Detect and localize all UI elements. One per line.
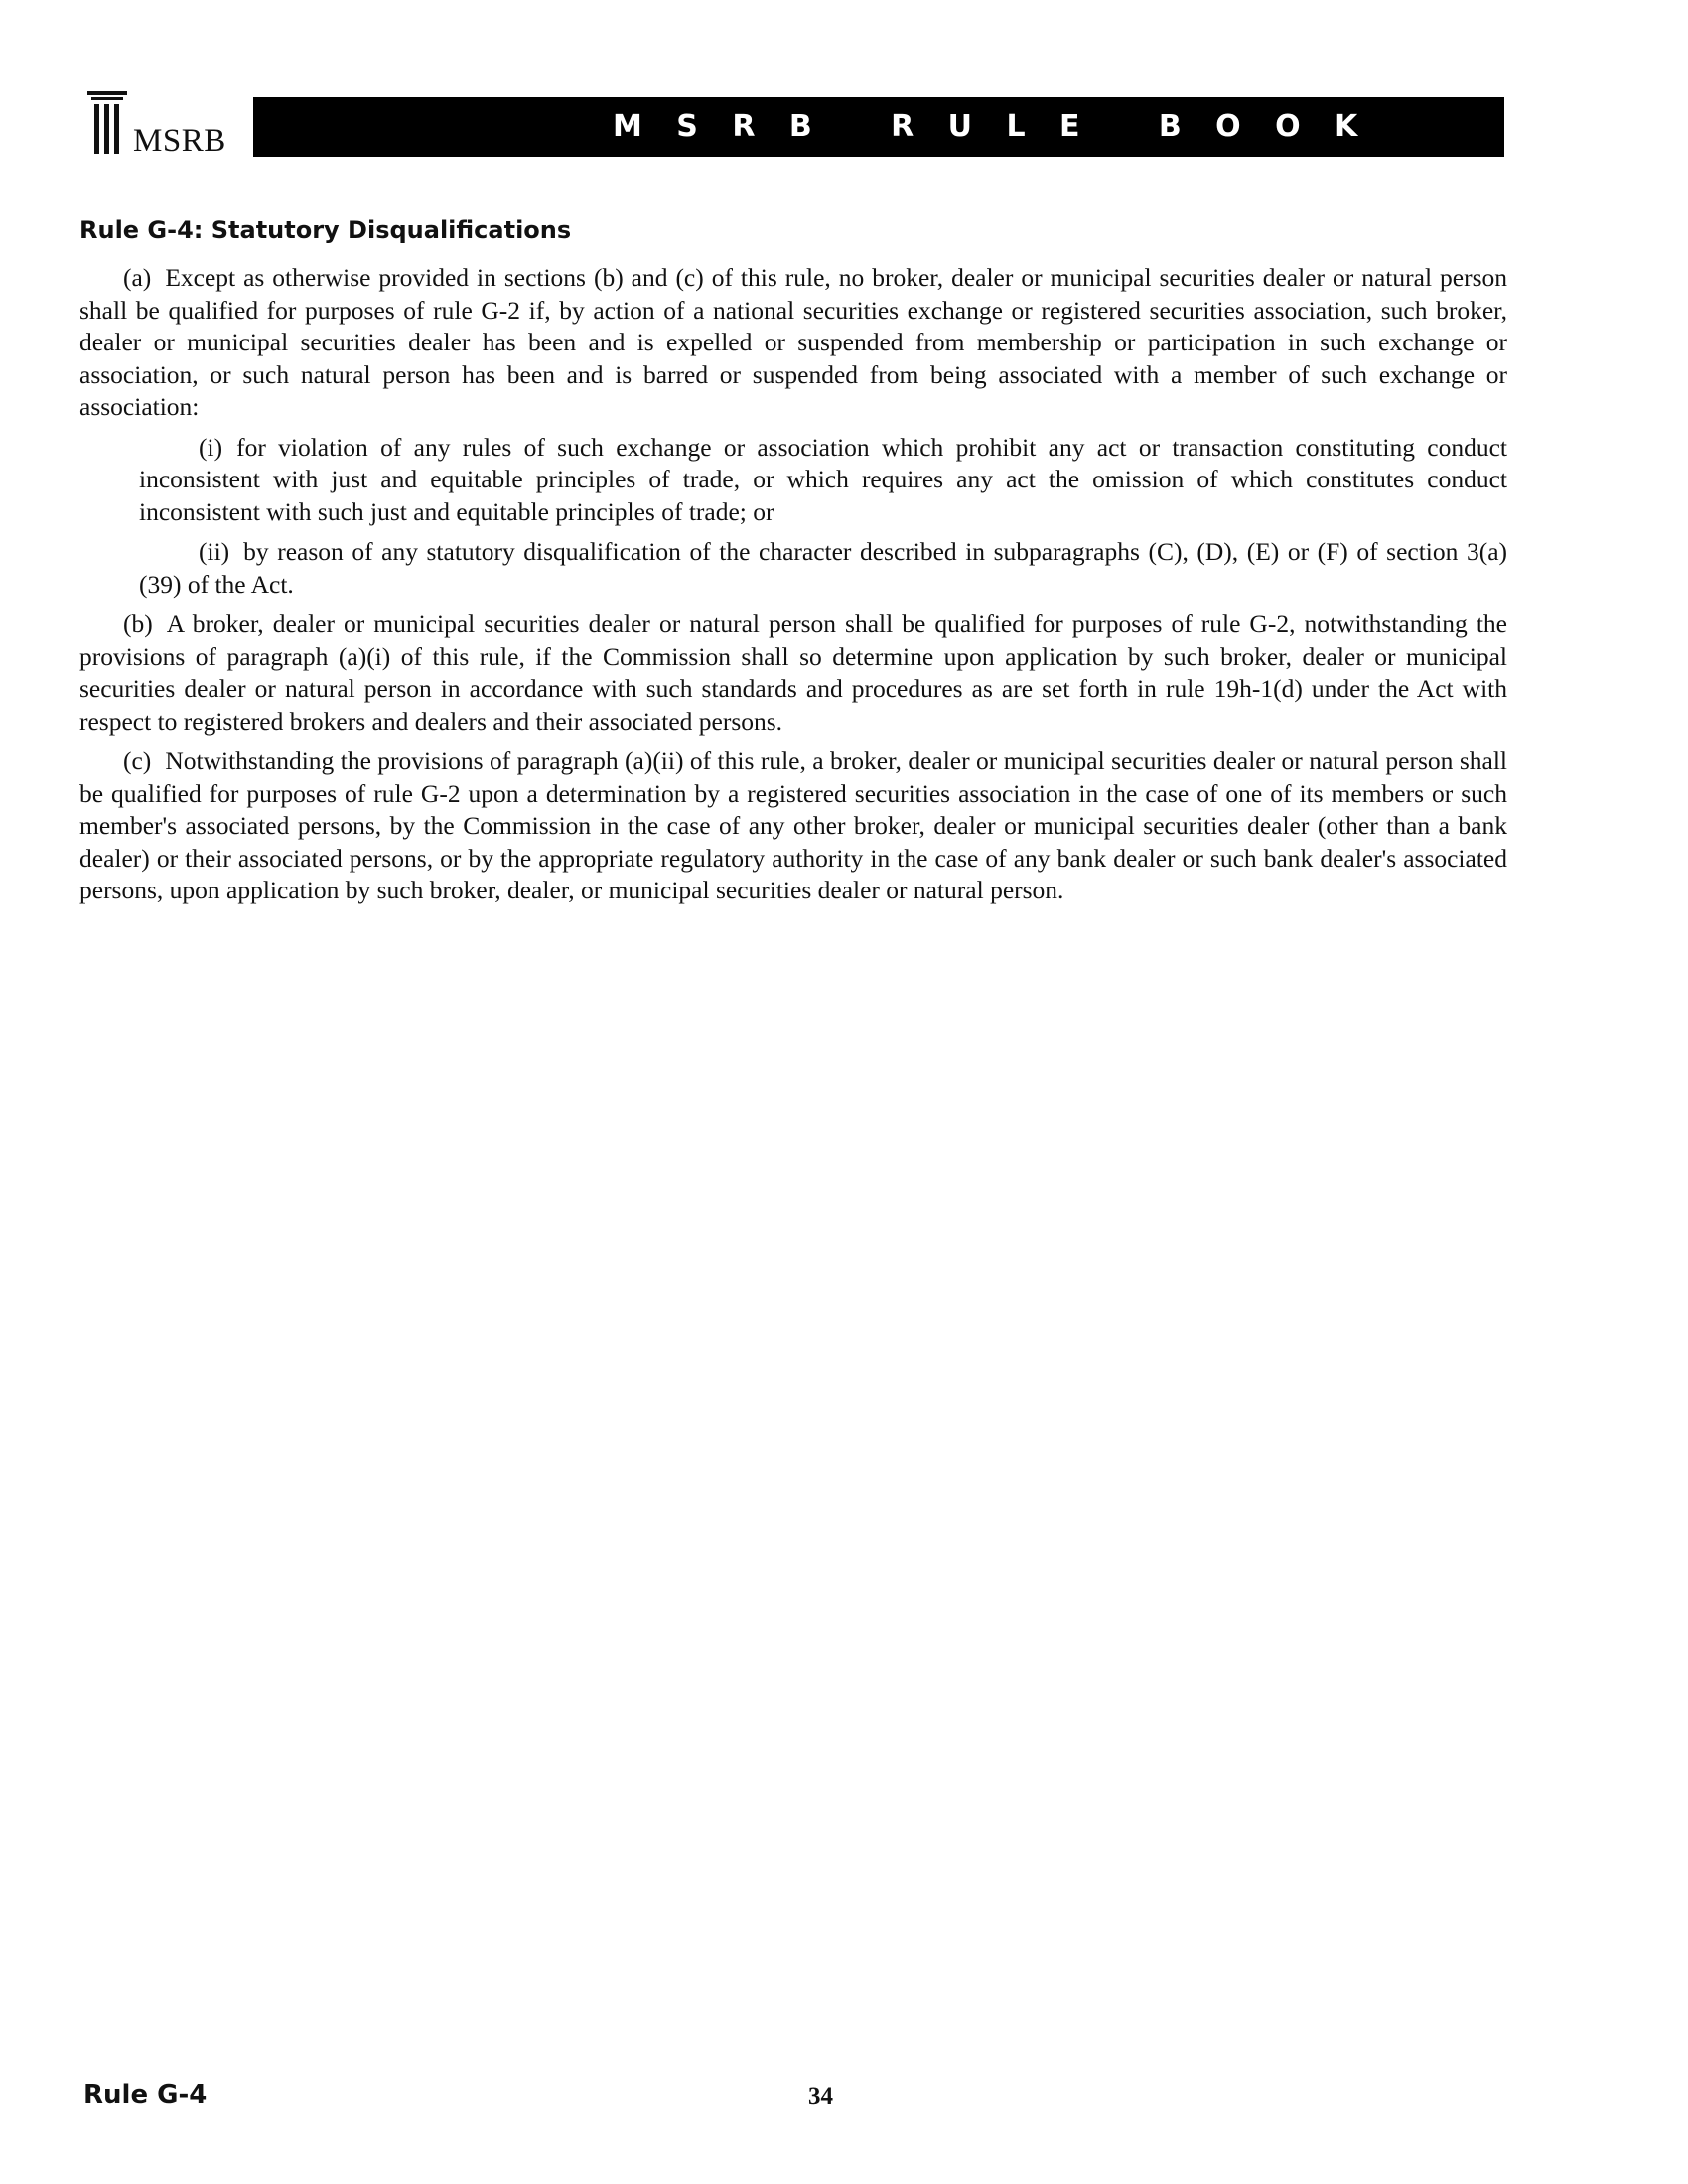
paragraph-text: Except as otherwise provided in sections (b) and (c) of this rule, no broker, dealer or municipal securities dealer or natural person shall be qualified for purposes of rule G-2 if, by action of a national securities exchange or registered securities association, such broker, dealer or municipal securities dealer has been and is expelled or suspended from membership or participation in such exchange or association, or such natural person has been and is barred or suspended from being associated with a member of such exchange or association: bbox=[79, 263, 1507, 421]
paragraph-label: (c) bbox=[123, 747, 152, 775]
logo-wordmark: MSRB bbox=[133, 123, 226, 159]
rule-book-banner: M S R B R U L E B O O K bbox=[253, 97, 1504, 157]
column-icon bbox=[87, 91, 133, 155]
paragraph-a-i bbox=[79, 432, 1507, 529]
paragraph-label: (ii) bbox=[199, 537, 230, 566]
paragraph-label: (i) bbox=[199, 432, 223, 462]
msrb-logo bbox=[87, 91, 246, 159]
footer-rule-label: Rule G-4 bbox=[83, 2080, 208, 2110]
paragraph-text: by reason of any statutory disqualification of the character described in subparagraphs (C), (D), (E) or (F) of section 3(a)(39) of the Act. bbox=[139, 537, 1507, 599]
paragraph-text: A broker, dealer or municipal securities dealer or natural person shall be qualified for purposes of rule G-2, notwithstanding the provisions of paragraph (a)(i) of this rule, if the Commission shall so determine upon application by such broker, dealer or municipal securities dealer or natural person in accordance with such standards and procedures as are set forth in rule 19h-1(d) under the Act with respect to registered brokers and dealers and their associated persons. bbox=[79, 610, 1507, 736]
paragraph-text: Notwithstanding the provisions of paragraph (a)(ii) of this rule, a broker, dealer or municipal securities dealer or natural person shall be qualified for purposes of rule G-2 upon a determination by a registered securities association in the case of one of its members or such member's associated persons, by the Commission in the case of any other broker, dealer or municipal securities dealer (other than a bank dealer) or their associated persons, or by the appropriate regulatory authority in the case of any bank dealer or such bank dealer's associated persons, upon application by such broker, dealer, or municipal securities dealer or natural person. bbox=[79, 747, 1507, 904]
paragraph-label: (b) bbox=[123, 610, 153, 638]
paragraph-a-ii bbox=[79, 536, 1507, 601]
paragraph-b bbox=[79, 609, 1507, 738]
paragraph-c bbox=[79, 746, 1507, 907]
paragraph-a bbox=[79, 262, 1507, 424]
page-title: Rule G-4: Statutory Disqualifications bbox=[79, 216, 572, 244]
paragraph-label: (a) bbox=[123, 263, 152, 292]
paragraph-text: for violation of any rules of such exchange or association which prohibit any act or transaction constituting conduct inconsistent with just and equitable principles of trade, or which requires any act the omission of which constitutes conduct inconsistent with such just and equitable principles of trade; or bbox=[139, 432, 1507, 526]
rule-body bbox=[79, 262, 1507, 915]
page-number: 34 bbox=[808, 2083, 833, 2110]
